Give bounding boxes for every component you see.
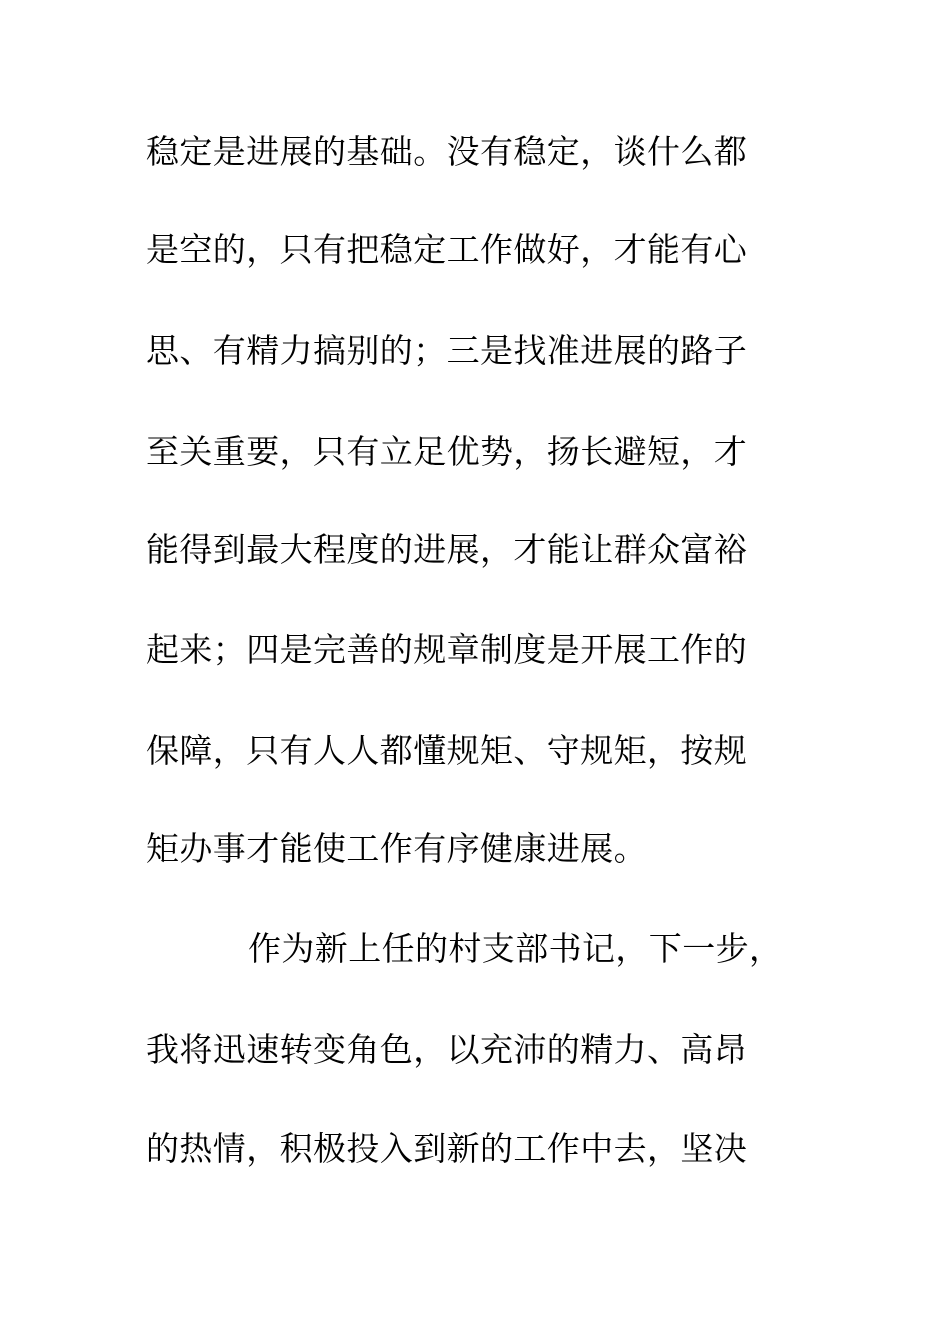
text-line: 是空的，只有把稳定工作做好，才能有心 bbox=[146, 230, 748, 269]
text-line: 矩办事才能使工作有序健康进展。 bbox=[146, 829, 647, 868]
text-line: 起来；四是完善的规章制度是开展工作的 bbox=[146, 630, 748, 669]
paragraph-first-line: 作为新上任的村支部书记，下一步， bbox=[248, 929, 783, 968]
text-line: 保障，只有人人都懂规矩、守规矩，按规 bbox=[146, 731, 748, 770]
text-line: 我将迅速转变角色，以充沛的精力、高昂 bbox=[146, 1030, 748, 1069]
text-line: 的热情，积极投入到新的工作中去，坚决 bbox=[146, 1129, 748, 1168]
text-line: 能得到最大程度的进展，才能让群众富裕 bbox=[146, 530, 748, 569]
text-line: 思、有精力搞别的；三是找准进展的路子 bbox=[146, 331, 748, 370]
text-line: 稳定是进展的基础。没有稳定，谈什么都 bbox=[146, 132, 748, 171]
text-line: 至关重要，只有立足优势，扬长避短，才 bbox=[146, 432, 748, 471]
